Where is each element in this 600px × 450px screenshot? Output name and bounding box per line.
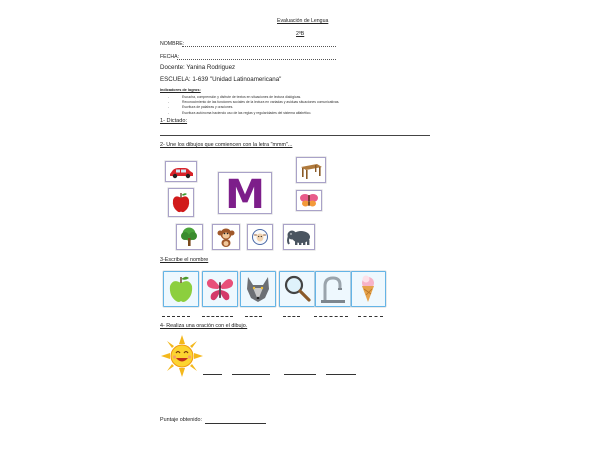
magnifier-name-picture[interactable] bbox=[279, 271, 315, 307]
sentence-line-4[interactable] bbox=[326, 374, 356, 375]
butterfly-name-picture[interactable] bbox=[202, 271, 238, 307]
indicators-title: Indicadores de logros: bbox=[160, 88, 201, 92]
section-2-title bbox=[160, 143, 292, 148]
answer-blank-6[interactable] bbox=[358, 316, 383, 317]
apple-name-picture[interactable] bbox=[163, 271, 199, 307]
indicators-list bbox=[160, 95, 339, 116]
sentence-line-2[interactable] bbox=[232, 374, 270, 375]
elephant-picture[interactable] bbox=[283, 224, 315, 250]
sheep-icon bbox=[248, 225, 272, 249]
car-icon bbox=[166, 162, 196, 181]
nombre-line[interactable] bbox=[182, 46, 336, 47]
ice-cream-name-picture[interactable] bbox=[351, 271, 386, 307]
butterfly-icon bbox=[297, 191, 321, 210]
answer-blank-1[interactable] bbox=[162, 316, 190, 317]
tree-picture[interactable] bbox=[176, 224, 203, 250]
score-label: Puntaje obtenido: bbox=[160, 417, 202, 423]
faucet-name-picture[interactable] bbox=[315, 271, 351, 307]
fecha-label: FECHA: bbox=[160, 54, 180, 60]
letter-m-picture bbox=[219, 173, 271, 213]
sentence-line-1[interactable] bbox=[203, 374, 222, 375]
tree-icon bbox=[177, 225, 202, 249]
apple-picture[interactable] bbox=[168, 188, 194, 217]
sun-picture[interactable] bbox=[160, 334, 204, 378]
ice-cream-icon bbox=[352, 272, 385, 306]
fecha-line[interactable] bbox=[177, 59, 336, 60]
apple-icon bbox=[164, 272, 198, 306]
section-3-text: 3-Escribe el nombre bbox=[160, 257, 209, 263]
answer-blank-4[interactable] bbox=[283, 316, 300, 317]
car-picture[interactable] bbox=[165, 161, 197, 182]
section-4-text: 4- Realiza una oración con el dibujo. bbox=[160, 323, 248, 329]
docente-text: Docente: Yanina Rodriguez bbox=[160, 64, 236, 71]
monkey-icon bbox=[213, 225, 239, 249]
grade-label: 2ºB bbox=[296, 31, 305, 37]
monkey-picture[interactable] bbox=[212, 224, 240, 250]
escuela-text: ESCUELA: 1-639 "Unidad Latinoamericana" bbox=[160, 76, 282, 83]
sun-icon bbox=[160, 334, 204, 378]
section-2-text: 2- Une los dibujos que comiencen con la letra "mmm"... bbox=[160, 142, 293, 148]
section-1-title: 1- Dictado: bbox=[160, 118, 188, 124]
table-picture[interactable] bbox=[296, 157, 326, 183]
nombre-label: NOMBRE: bbox=[160, 41, 185, 47]
butterfly-icon bbox=[203, 272, 237, 306]
indicator-item: - Reconocimiento de las funciones sociales de la lectura en variadas y asiduas situaciones comunicativas. bbox=[160, 100, 339, 105]
table-icon bbox=[297, 158, 325, 182]
indicator-item: - Escucha, comprensión y disfrute de textos en situaciones de lectura dialógicas. bbox=[160, 95, 339, 100]
wolf-icon bbox=[241, 272, 275, 306]
letter-m: M bbox=[225, 173, 265, 213]
elephant-icon bbox=[284, 225, 314, 249]
indicator-item: - Escritura autónoma haciendo uso de las reglas y regularidades del sistema alfabético. bbox=[160, 111, 339, 116]
letter-m-card[interactable] bbox=[218, 172, 272, 214]
answer-blank-3[interactable] bbox=[245, 316, 262, 317]
apple-icon bbox=[169, 189, 193, 216]
section-4-title bbox=[160, 324, 247, 329]
answer-blank-5[interactable] bbox=[314, 316, 348, 317]
wolf-name-picture[interactable] bbox=[240, 271, 276, 307]
butterfly-picture[interactable] bbox=[296, 190, 322, 211]
score-line[interactable] bbox=[205, 423, 266, 424]
dictation-line[interactable] bbox=[160, 135, 430, 136]
sentence-line-3[interactable] bbox=[284, 374, 316, 375]
faucet-icon bbox=[316, 272, 350, 306]
answer-blank-2[interactable] bbox=[202, 316, 233, 317]
sheep-picture[interactable] bbox=[247, 224, 273, 250]
section-3-title bbox=[160, 258, 208, 263]
page-title: Evaluación de Lengua bbox=[277, 18, 329, 24]
magnifier-icon bbox=[280, 272, 314, 306]
indicator-item: - Escritura de palabras y oraciones. bbox=[160, 105, 339, 110]
